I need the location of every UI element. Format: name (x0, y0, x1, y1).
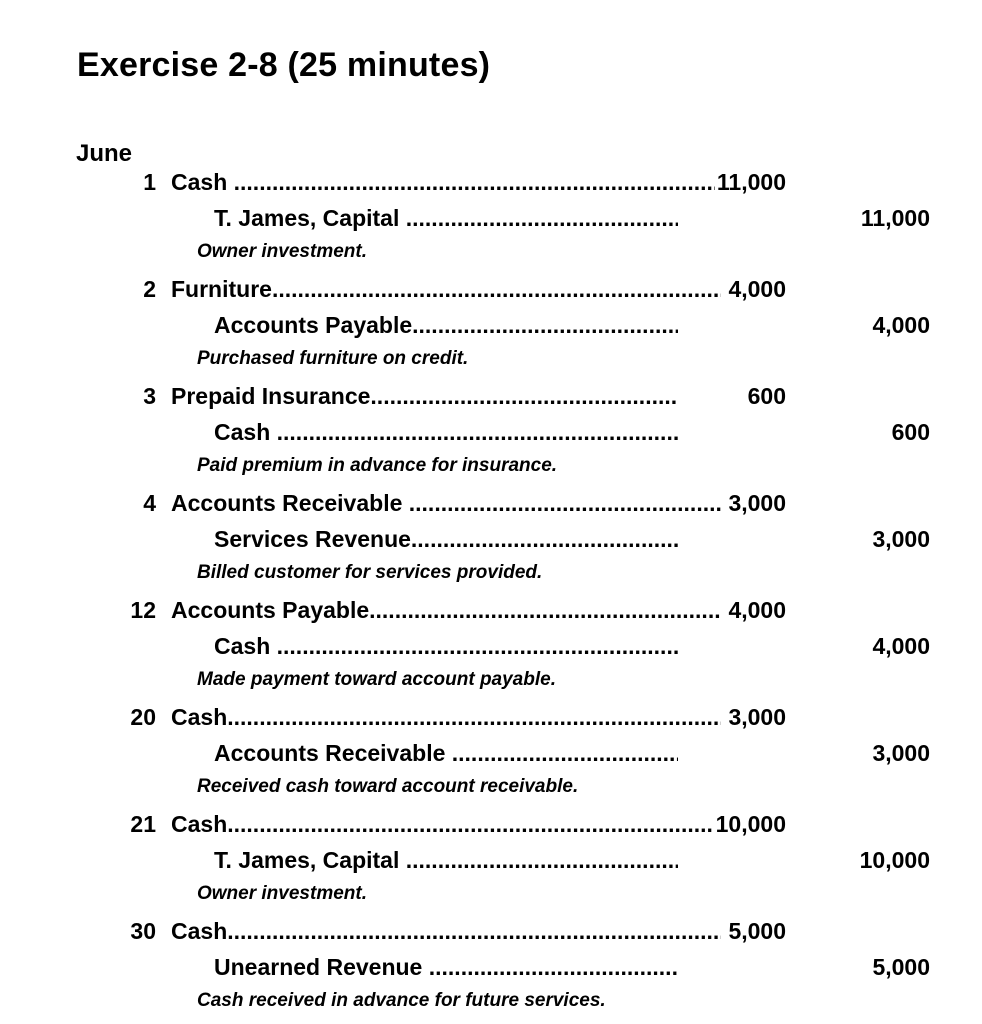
journal-entry (0, 916, 982, 1023)
debit-amount: 11,000 (716, 169, 786, 195)
journal-entry (0, 167, 982, 274)
debit-line (0, 274, 982, 308)
exercise-title: Exercise 2-8 (25 minutes) (77, 46, 491, 84)
entry-date: 3 (143, 383, 156, 409)
journal-entry (0, 702, 982, 809)
credit-account: Services Revenue ..... (214, 526, 678, 556)
entry-memo: Owner investment. (197, 883, 367, 904)
entry-memo: Paid premium in advance for insurance. (197, 455, 558, 476)
entry-memo: Owner investment. (197, 241, 367, 262)
journal-entries (0, 167, 982, 1023)
entry-date: 12 (130, 597, 156, 623)
credit-line (0, 952, 982, 986)
journal-entry (0, 274, 982, 381)
credit-amount: 600 (891, 419, 930, 445)
debit-account: Furniture ..... (171, 276, 721, 306)
credit-line (0, 310, 982, 344)
entry-date: 30 (130, 918, 156, 944)
credit-line (0, 417, 982, 451)
debit-amount: 4,000 (728, 276, 786, 302)
entry-date: 1 (143, 169, 156, 195)
journal-entry (0, 595, 982, 702)
debit-account: Cash ..... (171, 704, 721, 734)
debit-amount: 5,000 (728, 918, 786, 944)
credit-amount: 11,000 (860, 205, 930, 231)
debit-line (0, 381, 982, 415)
entry-date: 2 (143, 276, 156, 302)
entry-date: 4 (143, 490, 156, 516)
credit-amount: 5,000 (872, 954, 930, 980)
credit-amount: 4,000 (872, 633, 930, 659)
credit-account: Accounts Payable ..... (214, 312, 678, 342)
debit-amount: 4,000 (728, 597, 786, 623)
debit-account: Accounts Receivable ..... (171, 490, 721, 520)
journal-entry (0, 488, 982, 595)
entry-memo: Made payment toward account payable. (197, 669, 556, 690)
journal-entry (0, 381, 982, 488)
entry-memo: Billed customer for services provided. (197, 562, 543, 583)
debit-line (0, 595, 982, 629)
entry-memo: Purchased furniture on credit. (197, 348, 469, 369)
debit-account: Cash ..... (171, 918, 721, 948)
debit-amount: 3,000 (728, 704, 786, 730)
credit-account: Accounts Receivable ..... (214, 740, 678, 770)
debit-amount: 10,000 (715, 811, 786, 837)
credit-line (0, 738, 982, 772)
debit-amount: 600 (747, 383, 786, 409)
credit-line (0, 845, 982, 879)
entry-date: 20 (130, 704, 156, 730)
debit-account: Accounts Payable ..... (171, 597, 721, 627)
credit-account: Cash ..... (214, 419, 678, 449)
entry-memo: Cash received in advance for future services. (197, 990, 606, 1011)
credit-account: Cash ..... (214, 633, 678, 663)
debit-line (0, 167, 982, 201)
month-label: June (76, 140, 133, 167)
credit-line (0, 524, 982, 558)
credit-amount: 3,000 (872, 526, 930, 552)
debit-account: Prepaid Insurance ..... (171, 383, 678, 413)
debit-line (0, 702, 982, 736)
credit-account: Unearned Revenue ..... (214, 954, 678, 984)
entry-memo: Received cash toward account receivable. (197, 776, 579, 797)
debit-line (0, 488, 982, 522)
credit-account: T. James, Capital ..... (214, 205, 678, 235)
credit-account: T. James, Capital ..... (214, 847, 678, 877)
credit-amount: 10,000 (859, 847, 930, 873)
credit-line (0, 203, 982, 237)
debit-account: Cash ..... (171, 811, 721, 841)
credit-amount: 4,000 (872, 312, 930, 338)
credit-amount: 3,000 (872, 740, 930, 766)
journal-entry (0, 809, 982, 916)
credit-line (0, 631, 982, 665)
debit-account: Cash ..... (171, 169, 721, 199)
debit-amount: 3,000 (728, 490, 786, 516)
entry-date: 21 (130, 811, 156, 837)
debit-line (0, 916, 982, 950)
debit-line (0, 809, 982, 843)
